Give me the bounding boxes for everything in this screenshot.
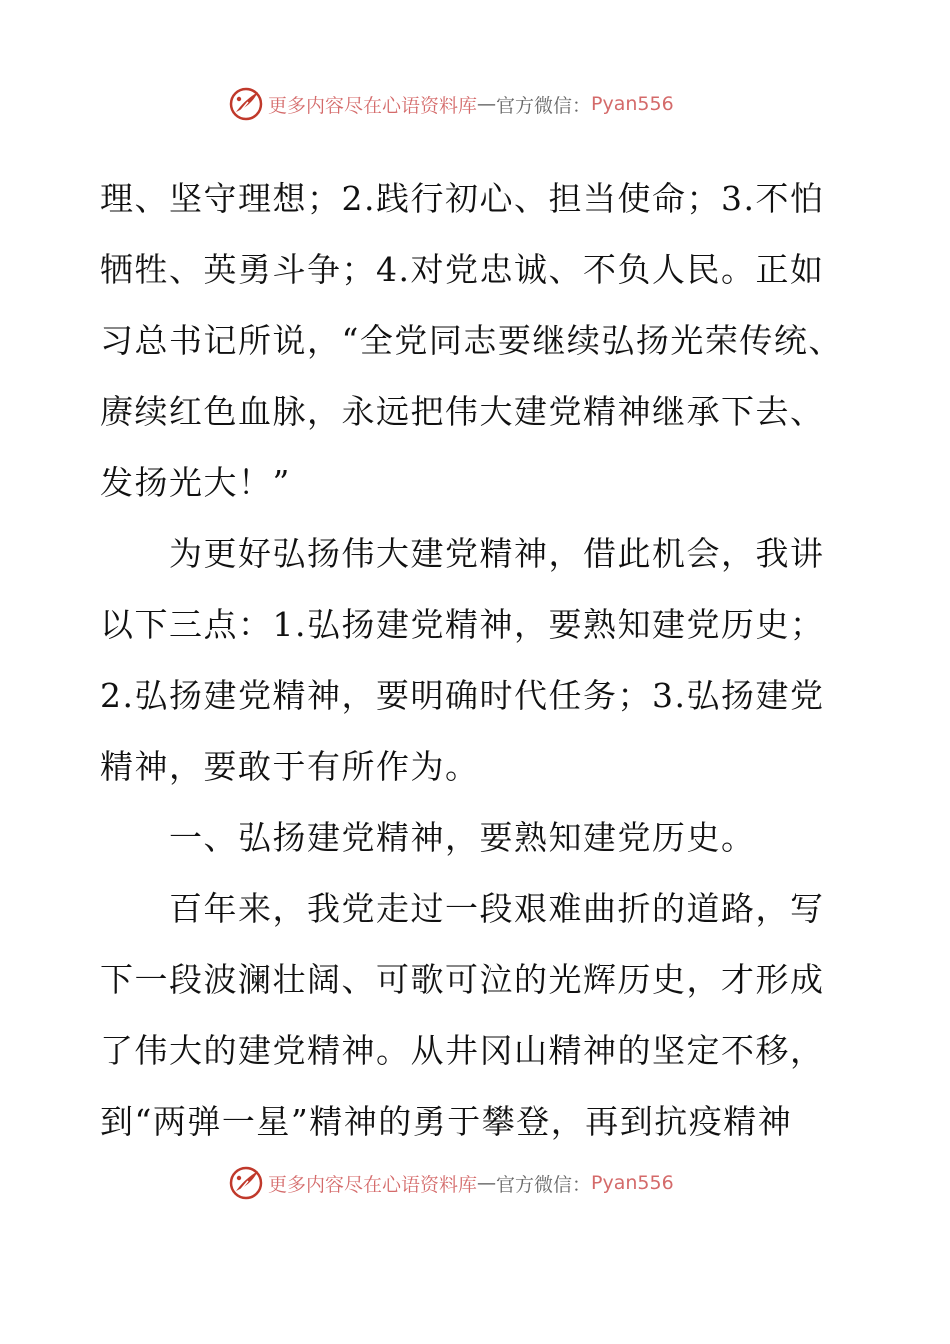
text-line: 赓续红色血脉，永远把伟大建党精神继承下去、 bbox=[100, 392, 825, 431]
text-line: 以下三点：1.弘扬建党精神，要熟知建党历史； bbox=[100, 605, 825, 644]
watermark-separator: — bbox=[477, 1172, 497, 1194]
text-line: 习总书记所说，“全党同志要继续弘扬光荣传统、 bbox=[100, 321, 843, 360]
text-line: 为更好弘扬伟大建党精神，借此机会，我讲 bbox=[100, 534, 825, 573]
text-line: 一、弘扬建党精神，要熟知建党历史。 bbox=[100, 818, 756, 857]
text-line: 精神，要敢于有所作为。 bbox=[100, 747, 480, 786]
text-line: 下一段波澜壮阔、可歌可泣的光辉历史，才形成 bbox=[100, 960, 825, 999]
text-line: 到“两弹一星”精神的勇于攀登，再到抗疫精神 bbox=[100, 1102, 793, 1141]
watermark-label: 官方微信： bbox=[496, 1173, 592, 1196]
text-line: 2.弘扬建党精神，要明确时代任务；3.弘扬建党 bbox=[100, 676, 825, 715]
footer-watermark bbox=[228, 1163, 674, 1203]
text-line: 了伟大的建党精神。从井冈山精神的坚定不移， bbox=[100, 1031, 825, 1070]
watermark-label: 官方微信： bbox=[496, 94, 592, 117]
text-line: 发扬光大！” bbox=[100, 463, 291, 502]
text-line: 牺牲、英勇斗争；4.对党忠诚、不负人民。正如 bbox=[100, 250, 825, 289]
feather-pen-logo-icon bbox=[228, 1165, 264, 1201]
watermark-separator: — bbox=[477, 93, 497, 115]
watermark-id: Pyan556 bbox=[591, 93, 674, 115]
watermark-text: 更多内容尽在心语资料库 bbox=[268, 1173, 478, 1196]
text-line: 理、坚守理想；2.践行初心、担当使命；3.不怕 bbox=[100, 179, 825, 218]
text-line: 百年来，我党走过一段艰难曲折的道路，写 bbox=[100, 889, 825, 928]
watermark-id: Pyan556 bbox=[591, 1172, 674, 1194]
watermark-text: 更多内容尽在心语资料库 bbox=[268, 94, 478, 117]
body-text bbox=[100, 163, 870, 1157]
feather-pen-logo-icon bbox=[228, 86, 264, 122]
header-watermark bbox=[228, 84, 674, 124]
